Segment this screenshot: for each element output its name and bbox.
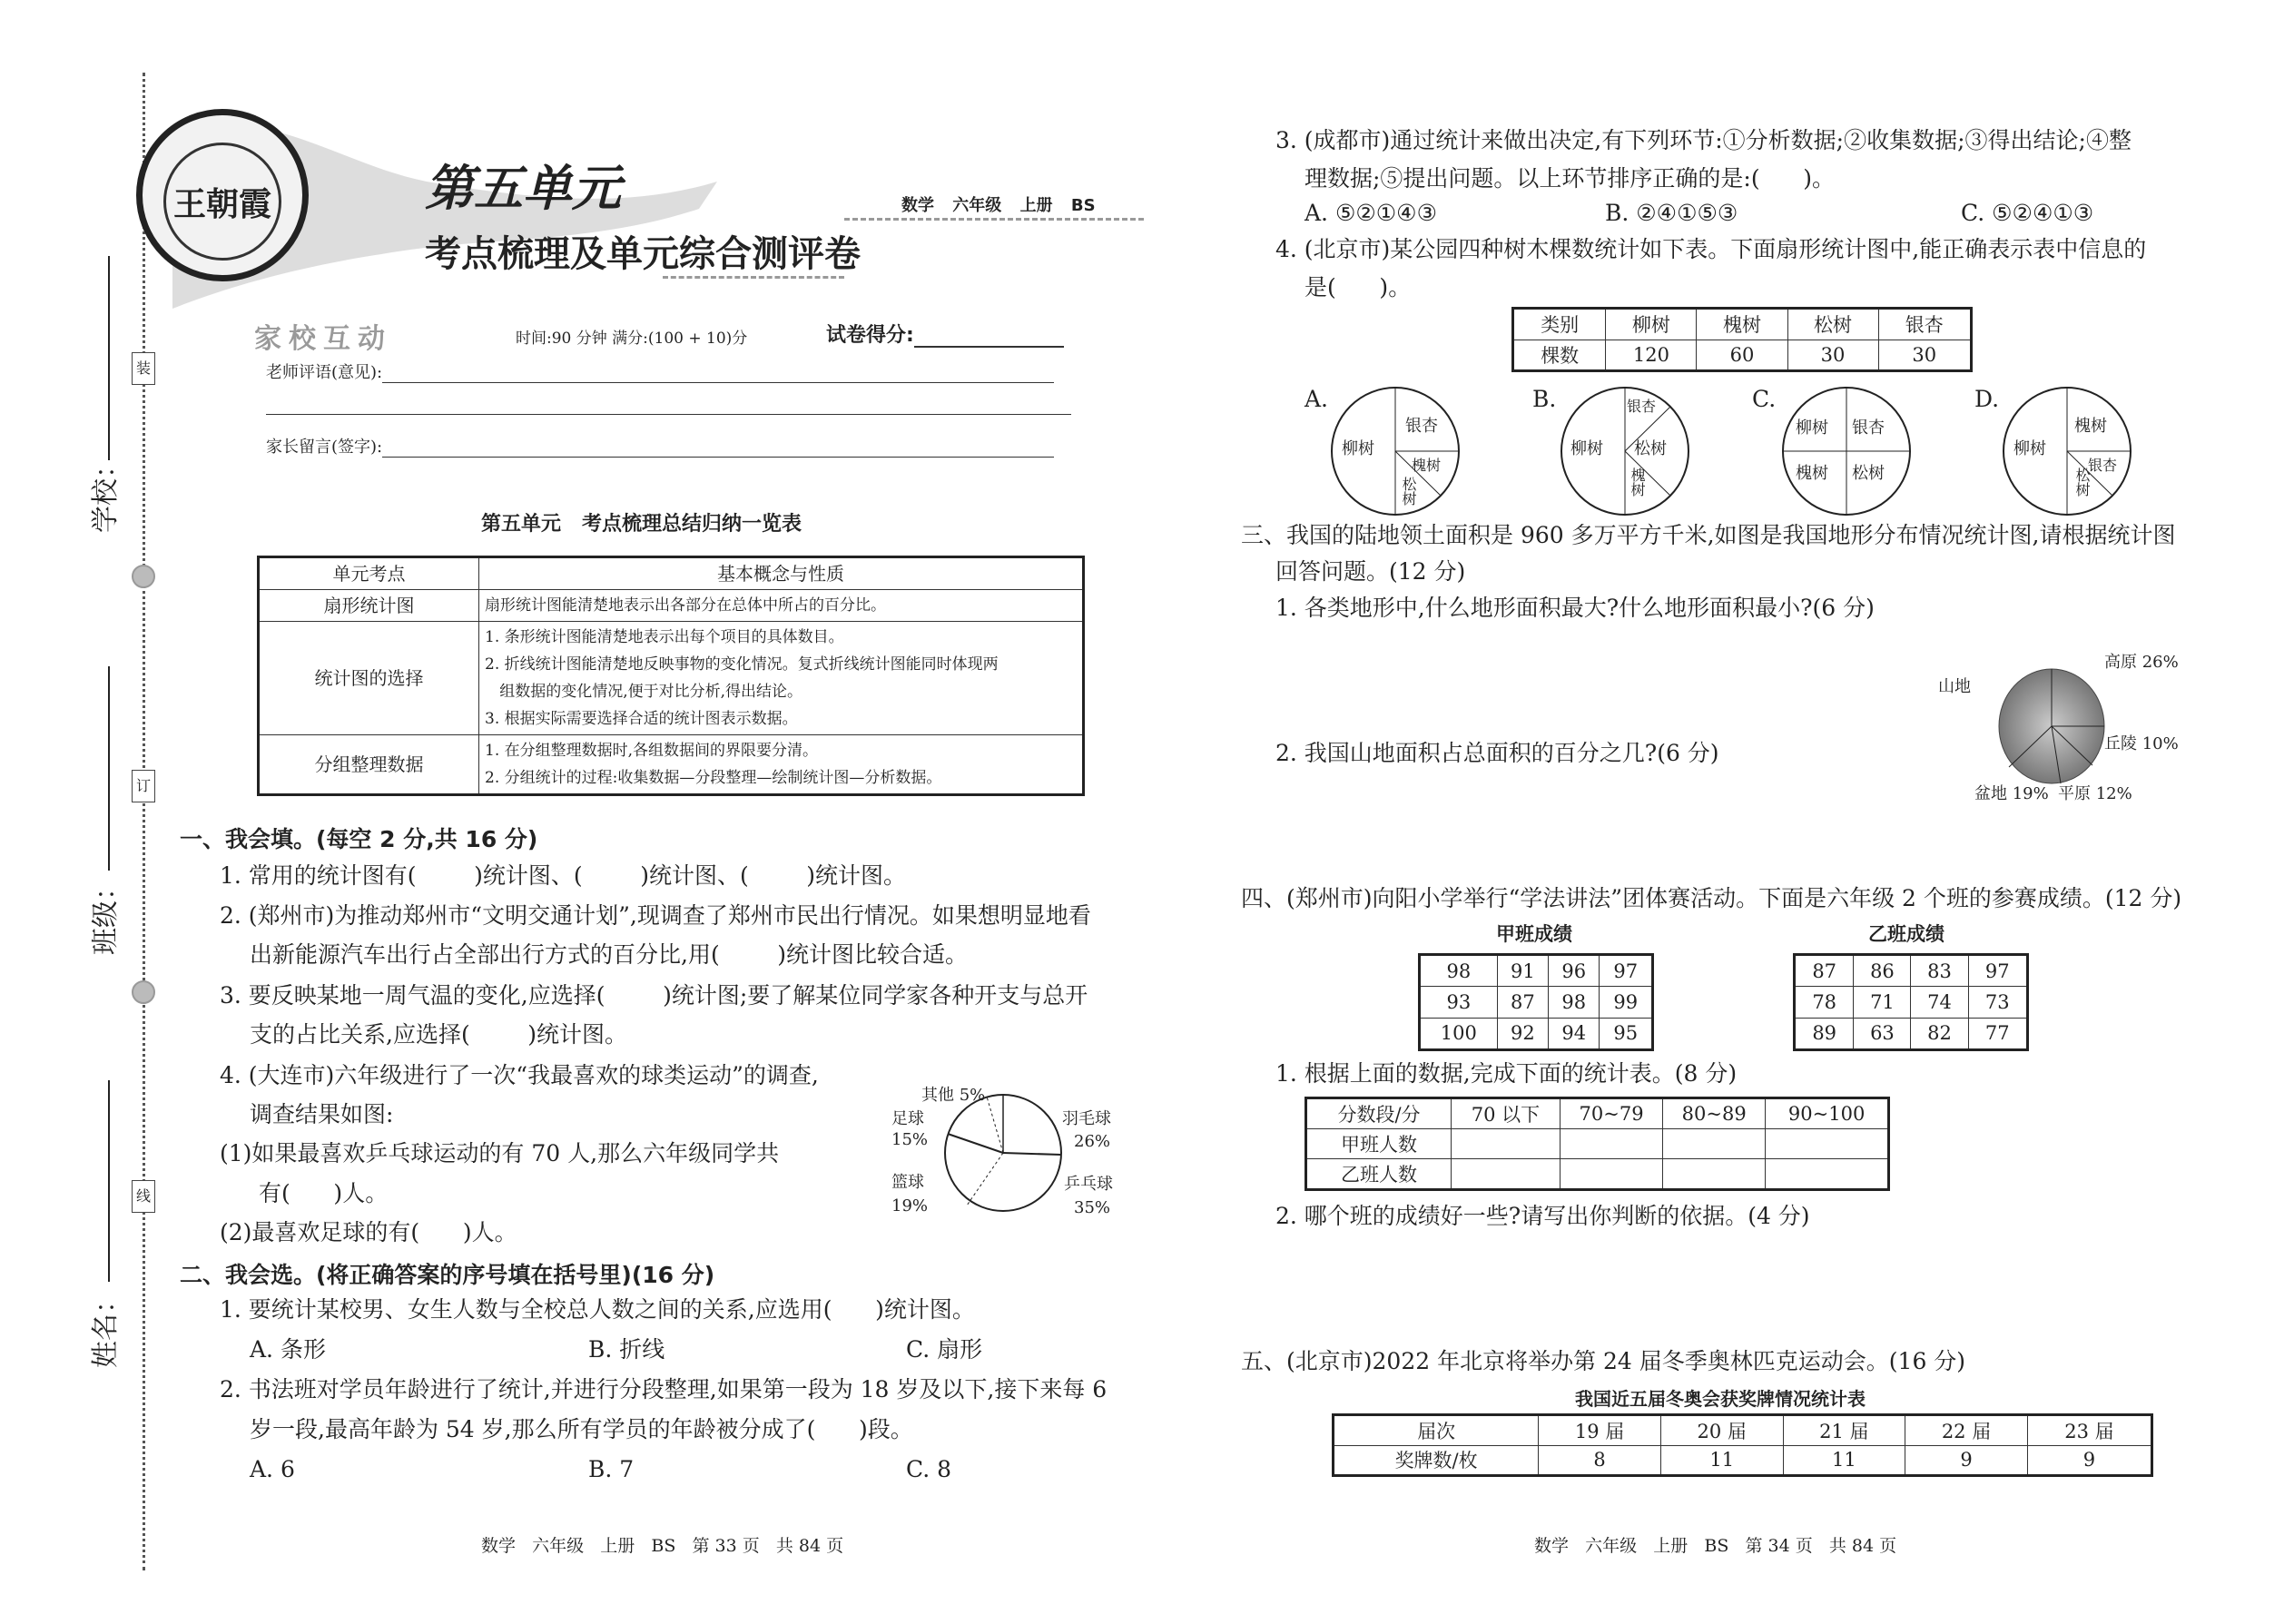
tag-edition: BS	[1070, 196, 1096, 215]
page-footer-left: 数学 六年级 上册 BS 第 33 页 共 84 页	[481, 1536, 844, 1556]
cell: 银杏	[1878, 309, 1971, 340]
question-line: 有( )人。	[259, 1180, 389, 1206]
pie-option-label: D.	[1974, 386, 2000, 412]
binding-mark: 装	[132, 352, 155, 385]
summary-value: 2. 分组统计的过程:收集数据—分段整理—绘制统计图—分析数据。	[485, 769, 942, 787]
unit-title: 第五单元	[425, 160, 621, 217]
cell: 90~100	[1766, 1098, 1889, 1129]
pie-label-other: 其他 5%	[921, 1086, 986, 1105]
pie-label: 槐树	[1796, 464, 1828, 483]
score-cell: 94	[1549, 1018, 1600, 1049]
brand-logo	[136, 109, 309, 281]
score-distribution-table	[1305, 1097, 1890, 1191]
score-cell: 100	[1420, 1018, 1498, 1049]
question-line: 4. (北京市)某公园四种树木棵数统计如下表。下面扇形统计图中,能正确表示表中信息的	[1275, 236, 2147, 262]
score-cell: 78	[1795, 987, 1854, 1018]
summary-key: 分组整理数据	[259, 735, 479, 795]
teacher-comment	[266, 359, 1054, 383]
summary-title: 第五单元 考点梳理总结归纳一览表	[481, 513, 802, 536]
exam-subtitle: 考点梳理及单元综合测评卷	[425, 232, 861, 275]
pie-label: 松树	[1852, 464, 1885, 483]
score-cell: 87	[1795, 955, 1854, 987]
class-yi-scores-table	[1793, 953, 2029, 1051]
section-2-title: 二、我会选。(将正确答案的序号填在括号里)(16 分)	[180, 1262, 715, 1288]
question-line: (2)最喜欢足球的有( )人。	[220, 1219, 517, 1245]
cell: 类别	[1513, 309, 1606, 340]
pie-option-label: B.	[1532, 386, 1557, 412]
question-line: 理数据;⑤提出问题。以上环节排序正确的是:( )。	[1305, 165, 1836, 192]
score-cell: 95	[1600, 1018, 1653, 1049]
cell: 8	[1539, 1445, 1661, 1476]
school-line	[108, 256, 110, 460]
logo-text: 王朝霞	[163, 143, 281, 261]
parent-note-label: 家长留言(签字):	[266, 438, 383, 457]
pie-divider	[967, 1153, 1003, 1206]
question-line: 1. 根据上面的数据,完成下面的统计表。(8 分)	[1275, 1060, 1738, 1087]
score-cell: 91	[1497, 955, 1548, 987]
dashed-divider	[663, 276, 844, 279]
question-line: 支的占比关系,应选择( )统计图。	[250, 1021, 628, 1048]
question-line: 岁一段,最高年龄为 54 岁,那么所有学员的年龄被分成了( )段。	[250, 1416, 913, 1442]
pie-label-badminton-pct: 26%	[1074, 1132, 1111, 1151]
pie-label: 柳树	[1342, 439, 1374, 458]
section-5-title: 五、(北京市)2022 年北京将举办第 24 届冬季奥林匹克运动会。(16 分)	[1241, 1348, 1966, 1374]
summary-value: 1. 在分组整理数据时,各组数据间的界限要分清。	[485, 742, 819, 760]
pie-label: 槐树	[2074, 417, 2107, 436]
section-4-title: 四、(郑州市)向阳小学举行“学法讲法”团体赛活动。下面是六年级 2 个班的参赛成绩。(12 分)	[1241, 885, 2182, 911]
cell: 22 届	[1905, 1415, 2028, 1446]
cell: 30	[1787, 340, 1878, 371]
teacher-comment-field[interactable]	[382, 365, 1054, 383]
question-line: 出新能源汽车出行占全部出行方式的百分比,用( )统计图比较合适。	[250, 941, 969, 968]
school-label: 学校：	[90, 451, 122, 533]
pie-label: 槐树	[1629, 468, 1646, 497]
score-cell: 92	[1497, 1018, 1548, 1049]
cell: 届次	[1334, 1415, 1539, 1446]
tree-count-table	[1511, 307, 1973, 372]
cell: 9	[2027, 1445, 2151, 1476]
cell: 19 届	[1539, 1415, 1661, 1446]
pie-label-basketball-pct: 19%	[891, 1196, 929, 1216]
summary-key: 统计图的选择	[259, 622, 479, 735]
ball-sports-pie-chart	[940, 1089, 1067, 1216]
cell: 60	[1697, 340, 1787, 371]
cell: 23 届	[2027, 1415, 2151, 1446]
binding-mark: 订	[132, 770, 155, 802]
cell: 21 届	[1783, 1415, 1905, 1446]
book-tags	[901, 192, 1096, 216]
answer-cell[interactable]	[1766, 1129, 1889, 1159]
cell: 70~79	[1560, 1098, 1662, 1129]
option: C. ⑤②④①③	[1961, 200, 2094, 226]
cell: 70 以下	[1452, 1098, 1561, 1129]
question-line: 是( )。	[1305, 274, 1412, 300]
class-yi-title: 乙班成绩	[1868, 923, 1944, 945]
terrain-label-basin: 盆地 19%	[1974, 784, 2049, 803]
parent-note-field[interactable]	[382, 439, 1054, 458]
pie-option-label: A.	[1305, 386, 1329, 412]
medal-table	[1332, 1413, 2153, 1477]
pie-label-basketball: 篮球	[891, 1173, 924, 1192]
cell: 槐树	[1697, 309, 1787, 340]
cell: 柳树	[1606, 309, 1697, 340]
terrain-pie-chart	[1993, 667, 2111, 785]
pie-label: 银杏	[1852, 418, 1885, 438]
pie-divider	[1003, 1153, 1061, 1155]
cell: 20 届	[1660, 1415, 1783, 1446]
question-line: 2. 我国山地面积占总面积的百分之几?(6 分)	[1275, 740, 1719, 766]
score-cell: 97	[1600, 955, 1653, 987]
name-label: 姓名：	[90, 1286, 122, 1368]
summary-table	[257, 556, 1085, 796]
score-cell: 96	[1549, 955, 1600, 987]
score-cell: 82	[1911, 1018, 1968, 1049]
question-line: 调查结果如图:	[250, 1101, 394, 1127]
question-line: 1. 要统计某校男、女生人数与全校总人数之间的关系,应选用( )统计图。	[220, 1296, 975, 1323]
summary-value: 1. 条形统计图能清楚地表示出每个项目的具体数目。	[485, 628, 844, 646]
summary-value: 组数据的变化情况,便于对比分析,得出结论。	[485, 683, 803, 701]
pie-label-pingpong-pct: 35%	[1074, 1198, 1111, 1217]
medal-table-title: 我国近五届冬奥会获奖牌情况统计表	[1575, 1388, 1866, 1410]
binding-dotted-line	[143, 73, 145, 1570]
score-cell: 86	[1854, 955, 1911, 987]
score-field[interactable]	[914, 328, 1064, 348]
pie-label: 松树	[1400, 477, 1417, 506]
question-line: 2. (郑州市)为推动郑州市“文明交通计划”,现调查了郑州市民出行情况。如果想明显地看	[220, 902, 1091, 929]
question-line: 2. 书法班对学员年龄进行了统计,并进行分段整理,如果第一段为 18 岁及以下,接下来每 6	[220, 1376, 1108, 1403]
comment-line	[266, 414, 1071, 415]
answer-cell[interactable]	[1766, 1158, 1889, 1189]
answer-cell[interactable]	[1663, 1158, 1766, 1189]
cell: 乙班人数	[1306, 1158, 1452, 1189]
class-line	[108, 666, 110, 871]
score-cell: 73	[1968, 987, 2027, 1018]
summary-header: 基本概念与性质	[479, 557, 1084, 590]
score-cell: 77	[1968, 1018, 2027, 1049]
score-cell: 98	[1420, 955, 1498, 987]
cell: 9	[1905, 1445, 2028, 1476]
pie-label: 银杏	[1405, 417, 1438, 436]
cell: 松树	[1787, 309, 1878, 340]
cell: 11	[1783, 1445, 1905, 1476]
section-3-title-cont: 回答问题。(12 分)	[1275, 558, 1466, 585]
teacher-comment-label: 老师评语(意见):	[266, 363, 383, 382]
cell: 30	[1878, 340, 1971, 371]
pie-label: 柳树	[2013, 439, 2046, 458]
score-cell: 99	[1600, 987, 1653, 1018]
answer-cell[interactable]	[1452, 1158, 1561, 1189]
option: A. 条形	[250, 1336, 326, 1363]
summary-key: 扇形统计图	[259, 590, 479, 622]
tag-subject: 数学	[901, 196, 934, 215]
cell: 120	[1606, 340, 1697, 371]
pie-label: 槐树	[1412, 457, 1442, 474]
option: C. 扇形	[906, 1336, 983, 1363]
score-cell: 97	[1968, 955, 2027, 987]
pie-label-badminton: 羽毛球	[1062, 1109, 1111, 1128]
section-1-title: 一、我会填。(每空 2 分,共 16 分)	[180, 826, 538, 852]
score-cell: 98	[1549, 987, 1600, 1018]
section-3-title: 三、我国的陆地领土面积是 960 多万平方千米,如图是我国地形分布情况统计图,请根据统计图	[1241, 522, 2176, 548]
pie-divider	[948, 1134, 1003, 1153]
option: B. ②④①⑤③	[1605, 200, 1738, 226]
score-cell: 93	[1420, 987, 1498, 1018]
binding-mark: 线	[132, 1180, 155, 1213]
option: C. 8	[906, 1456, 952, 1482]
score-cell: 83	[1911, 955, 1968, 987]
option: A. 6	[250, 1456, 295, 1482]
question-line: 1. 常用的统计图有( )统计图、( )统计图、( )统计图。	[220, 862, 907, 889]
name-line	[108, 1080, 110, 1282]
summary-header: 单元考点	[259, 557, 479, 590]
question-line: (1)如果最喜欢乒乓球运动的有 70 人,那么六年级同学共	[220, 1140, 780, 1166]
pie-label: 柳树	[1796, 418, 1828, 438]
score-cell: 89	[1795, 1018, 1854, 1049]
tag-grade: 六年级	[952, 196, 1002, 215]
binding-hole-icon	[132, 565, 155, 588]
score-label-text: 试卷得分:	[826, 324, 914, 347]
pie-label: 柳树	[1570, 439, 1603, 458]
pie-label-football-pct: 15%	[891, 1130, 929, 1149]
answer-cell[interactable]	[1560, 1129, 1662, 1159]
pie-label: 松树	[1634, 439, 1667, 458]
home-school-badge: 家校互动	[254, 323, 392, 355]
question-line: 3. (成都市)通过统计来做出决定,有下列环节:①分析数据;②收集数据;③得出结论;④整	[1275, 127, 2132, 153]
terrain-label-plain: 平原 12%	[2058, 784, 2132, 803]
option: A. ⑤②①④③	[1305, 200, 1438, 226]
score-cell: 63	[1854, 1018, 1911, 1049]
score-label	[826, 320, 1064, 348]
score-cell: 87	[1497, 987, 1548, 1018]
score-cell: 71	[1854, 987, 1911, 1018]
question-line: 2. 哪个班的成绩好一些?请写出你判断的依据。(4 分)	[1275, 1203, 1810, 1229]
cell: 棵数	[1513, 340, 1606, 371]
parent-note	[266, 434, 1054, 458]
cell: 甲班人数	[1306, 1129, 1452, 1159]
summary-value: 3. 根据实际需要选择合适的统计图表示数据。	[485, 710, 798, 728]
tag-volume: 上册	[1019, 196, 1053, 215]
time-info: 时间:90 分钟 满分:(100 + 10)分	[516, 330, 748, 348]
answer-cell[interactable]	[1663, 1129, 1766, 1159]
terrain-label-plateau: 高原 26%	[2104, 653, 2179, 672]
terrain-label-hill: 丘陵 10%	[2104, 734, 2179, 753]
summary-value: 2. 折线统计图能清楚地反映事物的变化情况。复式折线统计图能同时体现两	[485, 655, 999, 674]
answer-cell[interactable]	[1452, 1129, 1561, 1159]
cell: 80~89	[1663, 1098, 1766, 1129]
pie-label: 银杏	[2088, 457, 2118, 474]
class-jia-scores-table	[1418, 953, 1654, 1051]
class-jia-title: 甲班成绩	[1496, 923, 1572, 945]
summary-value: 扇形统计图能清楚地表示出各部分在总体中所占的百分比。	[479, 590, 1084, 622]
pie-divider	[987, 1097, 1003, 1153]
cell: 奖牌数/枚	[1334, 1445, 1539, 1476]
cell: 分数段/分	[1306, 1098, 1452, 1129]
dashed-divider	[844, 218, 1144, 221]
pie-option-label: C.	[1752, 386, 1777, 412]
pie-label: 银杏	[1627, 398, 1657, 415]
class-label: 班级：	[90, 873, 122, 955]
binding-hole-icon	[132, 980, 155, 1004]
pie-label: 松树	[2073, 468, 2091, 497]
pie-label-pingpong: 乒乓球	[1064, 1175, 1113, 1194]
pie-option-c	[1781, 386, 1913, 517]
score-cell: 74	[1911, 987, 1968, 1018]
option: B. 折线	[588, 1336, 665, 1363]
page-footer-right: 数学 六年级 上册 BS 第 34 页 共 84 页	[1534, 1536, 1897, 1556]
question-line: 3. 要反映某地一周气温的变化,应选择( )统计图;要了解某位同学家各种开支与总开	[220, 982, 1088, 1009]
question-line: 4. (大连市)六年级进行了一次“我最喜欢的球类运动”的调查,	[220, 1062, 819, 1088]
question-line: 1. 各类地形中,什么地形面积最大?什么地形面积最小?(6 分)	[1275, 595, 1875, 621]
answer-cell[interactable]	[1560, 1158, 1662, 1189]
pie-label-football: 足球	[891, 1109, 924, 1128]
terrain-label-mountain: 山地	[1938, 677, 1971, 696]
option: B. 7	[588, 1456, 635, 1482]
cell: 11	[1660, 1445, 1783, 1476]
